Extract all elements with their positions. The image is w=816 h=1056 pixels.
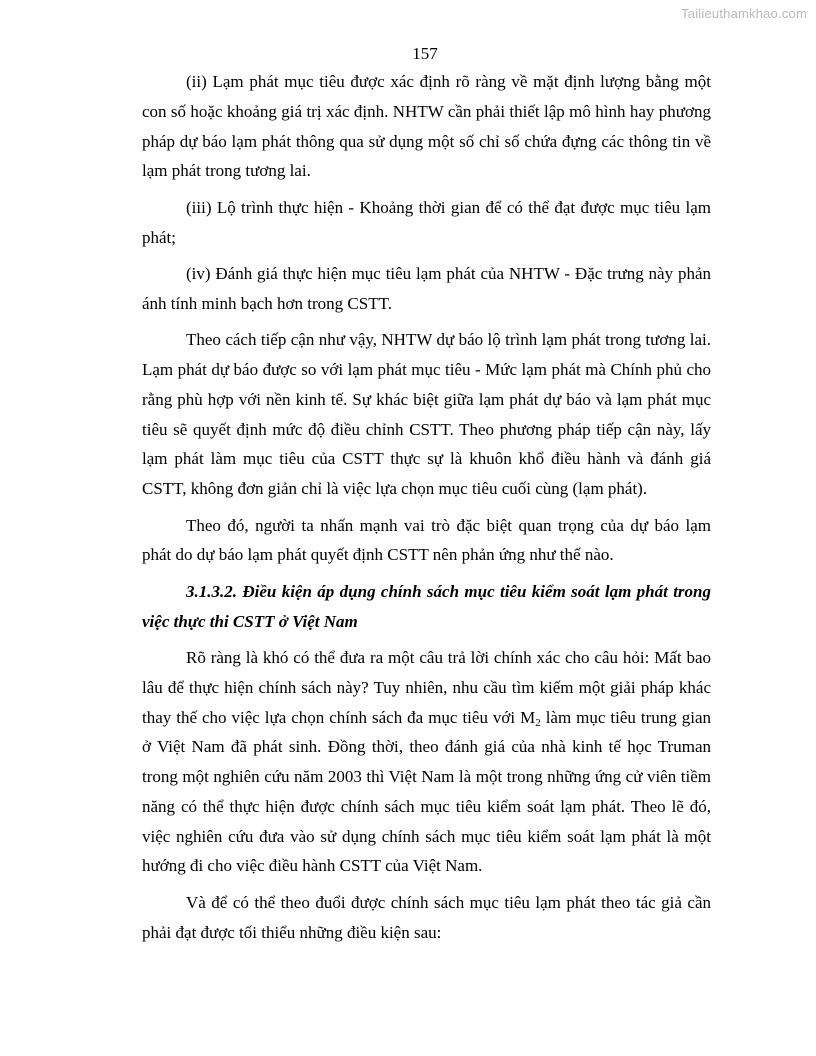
section-heading: 3.1.3.2. Điều kiện áp dụng chính sách mục tiêu kiểm soát lạm phát trong việc thực thi CSTT ở Việt Nam [142, 581, 711, 631]
watermark: Tailieuthamkhao.com [681, 6, 807, 21]
page-number: 157 [412, 44, 438, 63]
paragraph-forecast-role: Theo đó, người ta nhấn mạnh vai trò đặc biệt quan trọng của dự báo lạm phát do dự báo lạm phát quyết định CSTT nên phản ứng như thế nào. [142, 515, 711, 565]
document-body [142, 67, 711, 954]
paragraph-item-ii: (ii) Lạm phát mục tiêu được xác định rõ ràng về mặt định lượng bằng một con số hoặc khoảng giá trị xác định. NHTW cần phải thiết lập mô hình hay phương pháp dự báo lạm phát thông qua sử dụng một số chỉ số chứa đựng các thông tin về lạm phát trong tương lai. [142, 72, 711, 181]
paragraph-text-part-2: làm mục tiêu trung gian ở Việt Nam đã phát sinh. Đồng thời, theo đánh giá của nhà kinh tế học Truman trong một nghiên cứu năm 2003 thì Việt Nam là một trong những ứng cử viên tiềm năng có thể thực hiện được chính sách mục tiêu kiểm soát lạm phát. Theo lẽ đó, việc nghiên cứu đưa vào sử dụng chính sách mục tiêu kiểm soát lạm phát là một hướng đi cho việc điều hành CSTT của Việt Nam. [142, 707, 711, 876]
paragraph-conditions-intro [142, 643, 711, 881]
paragraph-text-part-1: Rõ ràng là khó có thể đưa ra một câu trả lời chính xác cho câu hỏi: Mất bao lâu để thực hiện chính sách này? Tuy nhiên, nhu cầu tìm kiếm một giải pháp khác thay thế cho việc lựa chọn chính sách đa mục tiêu với M [142, 647, 711, 727]
paragraph-approach: Theo cách tiếp cận như vậy, NHTW dự báo lộ trình lạm phát trong tương lai. Lạm phát dự báo được so với lạm phát mục tiêu - Mức lạm phát mà Chính phủ cho rằng phù hợp với nền kinh tế. Sự khác biệt giữa lạm phát dự báo và lạm phát mục tiêu sẽ quyết định mức độ điều chỉnh CSTT. Theo phương pháp tiếp cận này, lấy lạm phát làm mục tiêu của CSTT thực sự là khuôn khổ điều hành và đánh giá CSTT, không đơn giản chỉ là việc lựa chọn mục tiêu cuối cùng (lạm phát). [142, 330, 711, 499]
m2-subscript: 2 [535, 716, 541, 729]
paragraph-item-iii: (iii) Lộ trình thực hiện - Khoảng thời gian để có thể đạt được mục tiêu lạm phát; [142, 197, 711, 247]
paragraph-item-iv: (iv) Đánh giá thực hiện mục tiêu lạm phát của NHTW - Đặc trưng này phản ánh tính minh bạch hơn trong CSTT. [142, 263, 711, 313]
paragraph-conditions-lead: Và để có thể theo đuổi được chính sách mục tiêu lạm phát theo tác giả cần phải đạt được tối thiểu những điều kiện sau: [142, 892, 711, 942]
